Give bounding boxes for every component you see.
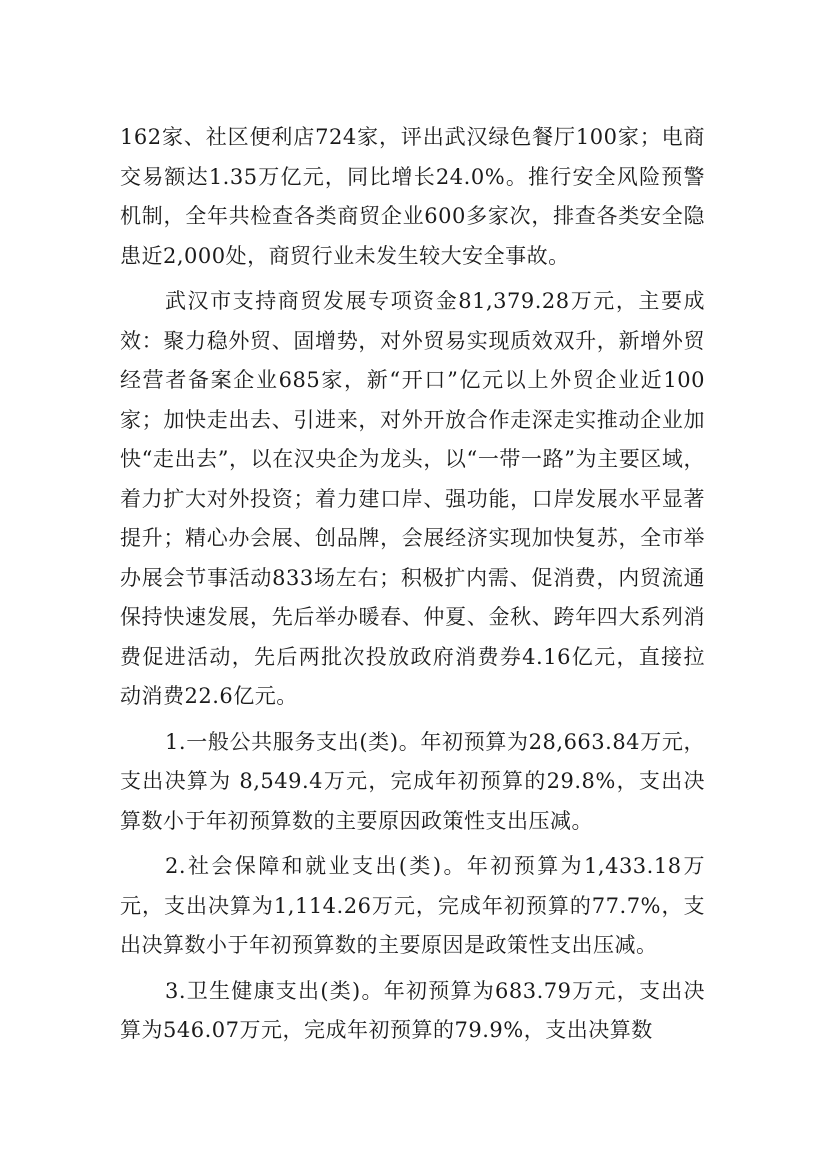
body-text — [120, 118, 705, 1051]
paragraph-social-security: 2.社会保障和就业支出(类)。年初预算为1,433.18万元，支出决算为1,114.26万元，完成年初预算的77.7%，支出决算数小于年初预算数的主要原因是政策性支出压减。 — [120, 854, 705, 957]
paragraph-commerce-stats: 162家、社区便利店724家，评出武汉绿色餐厅100家；电商交易额达1.35万亿元，同比增长24.0%。推行安全风险预警机制，全年共检查各类商贸企业600多家次，排查各类安全隐患近2,000处，商贸行业未发生较大安全事故。 — [120, 125, 705, 268]
paragraph-health: 3.卫生健康支出(类)。年初预算为683.79万元，支出决算为546.07万元，完成年初预算的79.9%，支出决算数 — [120, 978, 705, 1042]
paragraph-special-funds: 武汉市支持商贸发展专项资金81,379.28万元，主要成效：聚力稳外贸、固增势，对外贸易实现质效双升，新增外贸经营者备案企业685家，新“开口”亿元以上外贸企业近100家；加快走出去、引进来，对外开放合作走深走实推动企业加快“走出去”，以在汉央企为龙头，以“一带一路”为主要区域，着力扩大对外投资；着力建口岸、强功能，口岸发展水平显著提升；精心办会展、创品牌，会展经济实现加快复苏，全市举办展会节事活动833场左右；积极扩内需、促消费，内贸流通保持快速发展，先后举办暖春、仲夏、金秋、跨年四大系列消费促进活动，先后两批次投放政府消费券4.16亿元，直接拉动消费22.6亿元。 — [120, 289, 705, 708]
paragraph-public-services: 1.一般公共服务支出(类)。年初预算为28,663.84万元，支出决算为 8,549.4万元，完成年初预算的29.8%，支出决算数小于年初预算数的主要原因政策性支出压减。 — [120, 729, 705, 833]
